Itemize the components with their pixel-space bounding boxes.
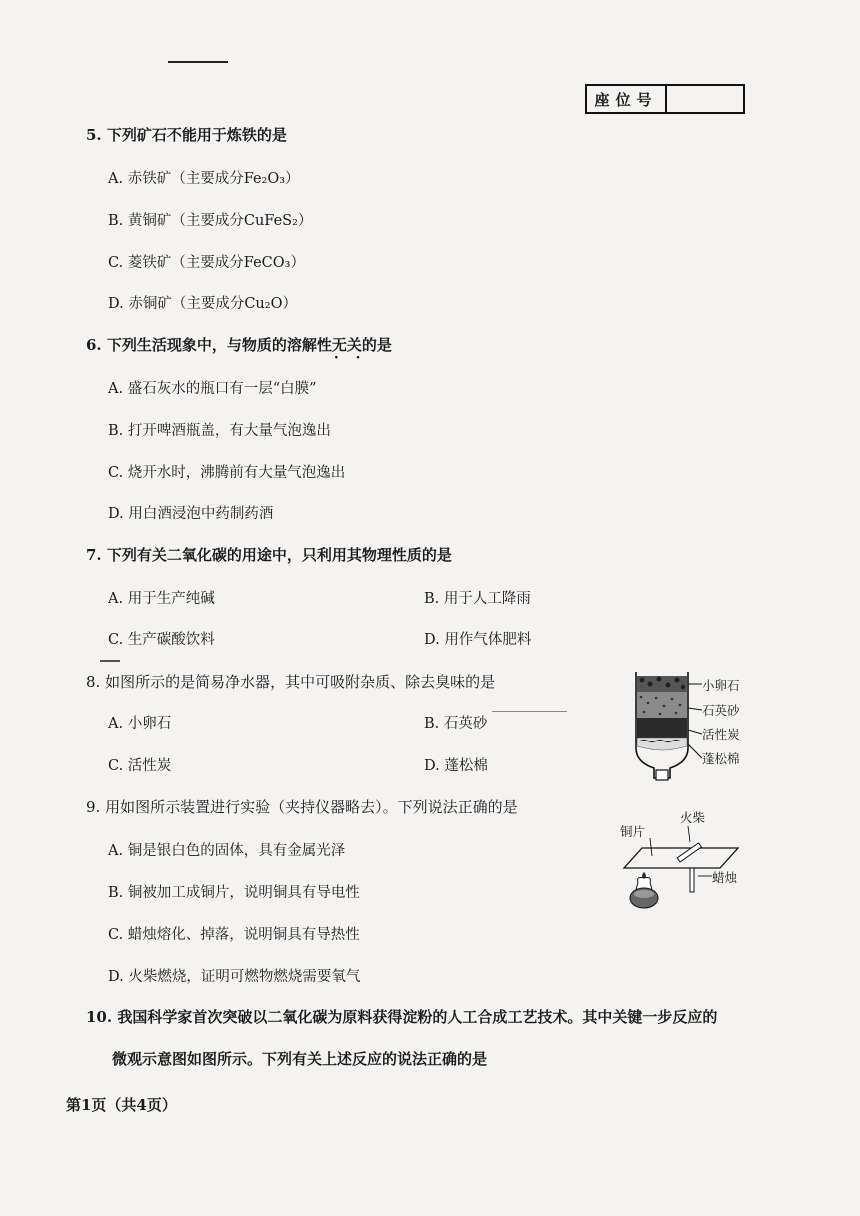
label-pebbles: 小卵石 [702, 678, 740, 693]
question-9-option-c: C. 蜡烛熔化、掉落，说明铜具有导热性 [108, 927, 360, 943]
label-match: 火柴 [680, 810, 706, 825]
question-10-stem-line2: 微观示意图如图所示。下列有关上述反应的说法正确的是 [112, 1050, 488, 1068]
question-6-option-a: A. 盛石灰水的瓶口有一层“白膜” [108, 381, 317, 397]
question-9-option-a: A. 铜是银白色的固体，具有金属光泽 [108, 843, 346, 859]
question-9-option-d: D. 火柴燃烧，证明可燃物燃烧需要氧气 [108, 969, 361, 985]
label-quartz-sand: 石英砂 [702, 703, 740, 718]
question-10-stem-line1: 10. 我国科学家首次突破以二氧化碳为原料获得淀粉的人工合成工艺技术。其中关键一步反应的 [86, 1008, 718, 1026]
question-6-option-d: D. 用白酒浸泡中药制药酒 [108, 506, 274, 522]
question-8-option-a: A. 小卵石 [108, 716, 172, 732]
label-copper-sheet: 铜片 [620, 824, 646, 839]
question-8-option-c: C. 活性炭 [108, 758, 172, 774]
question-6-stem [86, 334, 392, 355]
seat-number-field[interactable] [667, 86, 743, 112]
water-filter-figure [632, 670, 782, 790]
question-5-option-c: C. 菱铁矿（主要成分FeCO₃） [108, 255, 305, 271]
seat-number-label: 座位号 [587, 86, 667, 112]
question-7-stem: 7. 下列有关二氧化碳的用途中，只利用其物理性质的是 [86, 546, 452, 564]
question-6-option-c: C. 烧开水时，沸腾前有大量气泡逸出 [108, 465, 346, 481]
question-6-option-b: B. 打开啤酒瓶盖，有大量气泡逸出 [108, 423, 331, 439]
question-8-stem: 8. 如图所示的是简易净水器，其中可吸附杂质、除去臭味的是 [86, 673, 496, 691]
label-cotton: 蓬松棉 [702, 751, 740, 766]
seat-number-box [585, 84, 745, 114]
question-8-option-d: D. 蓬松棉 [424, 758, 488, 774]
copper-sheet-figure [620, 810, 760, 916]
question-6-stem-part2: 的是 [361, 336, 392, 354]
question-7-option-c: C. 生产碳酸饮料 [108, 632, 215, 648]
label-activated-carbon: 活性炭 [702, 727, 740, 742]
question-6-stem-part1: 6. 下列生活现象中，与物质的溶解性 [86, 336, 332, 354]
question-7-option-d: D. 用作气体肥料 [424, 632, 532, 648]
water-filter-diagram [632, 670, 692, 788]
top-rule [168, 61, 228, 63]
pen-mark [100, 660, 120, 662]
question-5-option-a: A. 赤铁矿（主要成分Fe₂O₃） [108, 171, 300, 187]
question-6-emphasis: 无关 · · [332, 336, 362, 354]
question-7-option-b: B. 用于人工降雨 [424, 591, 531, 607]
question-9-option-b: B. 铜被加工成铜片，说明铜具有导电性 [108, 885, 360, 901]
pencil-stroke [492, 711, 567, 712]
page-footer: 第1页（共4页） [66, 1096, 177, 1114]
question-9-stem: 9. 用如图所示装置进行实验（夹持仪器略去）。下列说法正确的是 [86, 798, 518, 816]
question-5-option-d: D. 赤铜矿（主要成分Cu₂O） [108, 296, 297, 312]
question-5-option-b: B. 黄铜矿（主要成分CuFeS₂） [108, 213, 313, 229]
question-5-stem: 5. 下列矿石不能用于炼铁的是 [86, 126, 287, 144]
question-7-option-a: A. 用于生产纯碱 [108, 591, 215, 607]
label-candle: 蜡烛 [712, 870, 738, 885]
question-8-option-b: B. 石英砂 [424, 716, 488, 732]
